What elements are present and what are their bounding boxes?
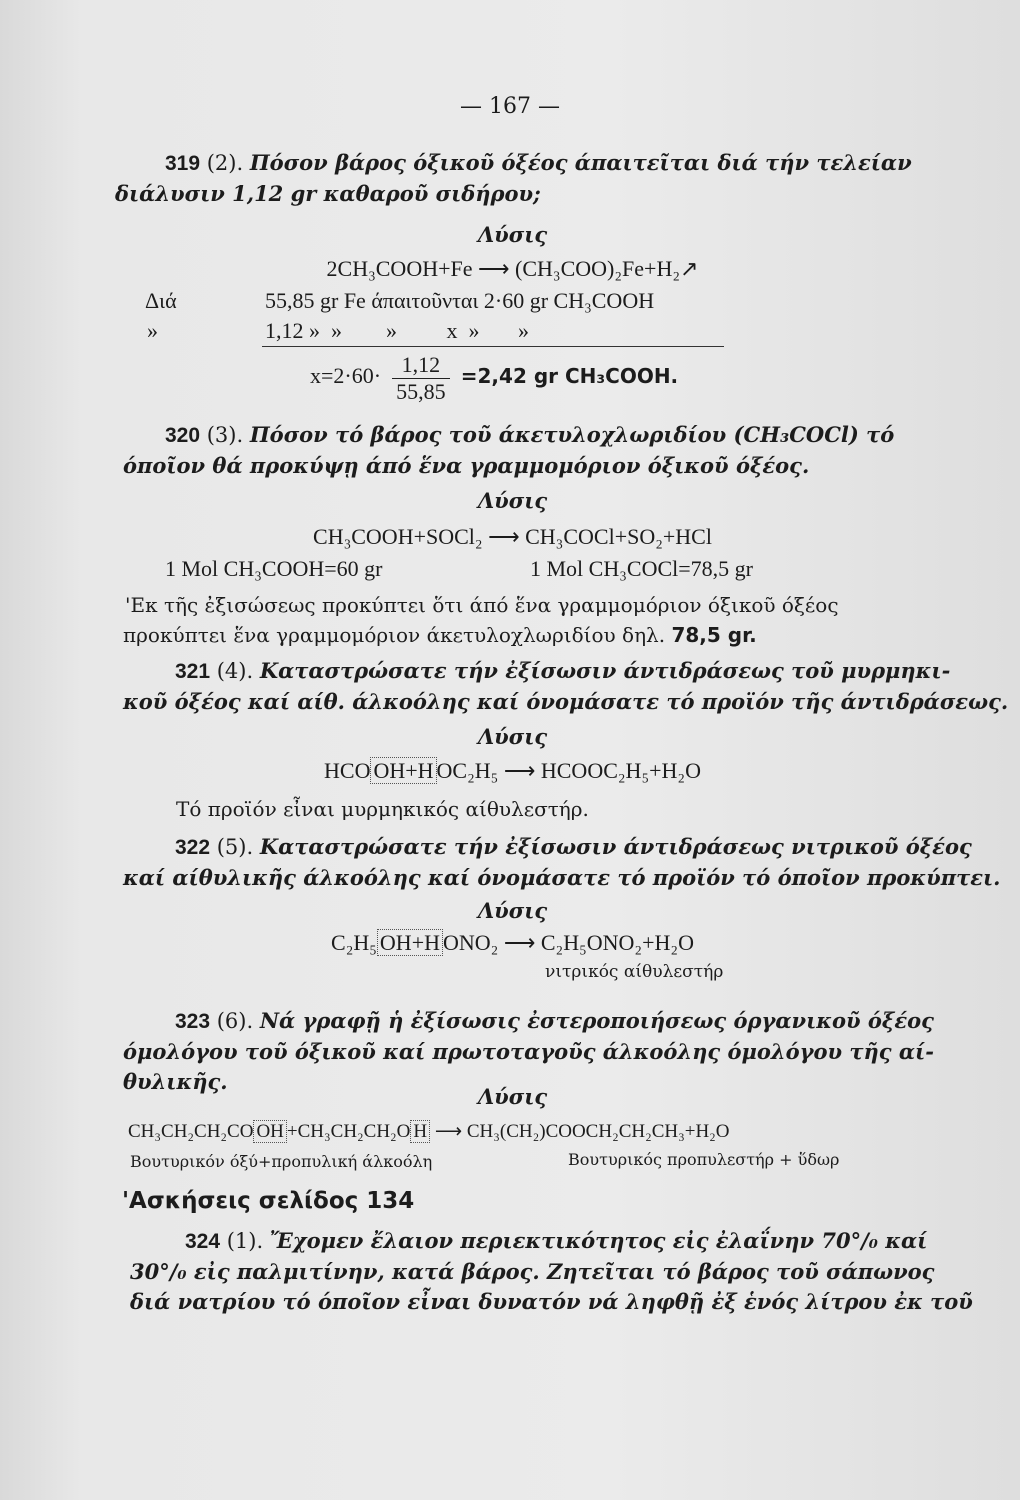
solution-heading: Λύσις [477, 222, 548, 247]
problem-question-line: διάλυσιν 1,12 gr καθαροῦ σιδήρου; [115, 181, 541, 206]
equation-part: ONO₂ ⟶ C₂H₅ONO₂+H₂O [443, 930, 694, 955]
elimination-box: H [410, 1120, 430, 1143]
problem-question-line: Καταστρώσατε τήν ἐξίσωσιν άντιδράσεως νιτρικοῦ όξέος [259, 834, 972, 859]
problem-number: 323 [175, 1010, 211, 1033]
solution-heading: Λύσις [477, 488, 548, 513]
chemical-equation [135, 930, 890, 956]
problem-number: 324 [185, 1230, 221, 1253]
problem-question-line: 30°/₀ εἰς παλμιτίνην, κατά βάρος. Ζητεῖται τό βάρος τοῦ σάπωνος [130, 1259, 935, 1284]
page-number: — 167 — [460, 94, 560, 119]
problem-ref: (5). [216, 835, 254, 859]
problem-ref: (4). [216, 659, 254, 683]
elimination-box: OH+H [377, 929, 443, 956]
problem-question-line: όμολόγου τοῦ όξικοῦ καί πρωτοταγοῦς άλκοόλης όμολόγου τῆς αί- [123, 1039, 934, 1064]
calc-result: =2,42 gr CH₃COOH. [460, 364, 679, 388]
problem-322 [123, 832, 1001, 893]
chemical-equation: 2CH₃COOH+Fe ⟶ (CH₃COO)₂Fe+H₂↗ [326, 256, 699, 281]
explanation-line: 'Εκ τῆς ἐξισώσεως προκύπτει ὅτι άπό ἕνα γραμμομόριον όξικοῦ όξέος [125, 593, 839, 617]
problem-question-line: Πόσον τό βάρος τοῦ άκετυλοχλωριδίου (CH₃COCl) τό [249, 422, 895, 447]
mol-right: 1 Mol CH₃COCl=78,5 gr [530, 556, 753, 581]
elimination-box: OH+H [370, 757, 436, 784]
reactants-label: Βουτυρικόν όξύ+προπυλική άλκοόλη [130, 1152, 433, 1171]
equation-part: +CH₃CH₂CH₂O [286, 1121, 411, 1142]
divider-rule [262, 346, 724, 347]
problem-ref: (2). [206, 151, 244, 175]
fraction-numerator: 1,12 [392, 352, 450, 379]
equation-part: C₂H₅ [331, 930, 377, 955]
explanation-line: προκύπτει ἕνα γραμμομόριον άκετυλοχλωριδίου δηλ. [123, 623, 666, 647]
problem-question-line: καί αίθυλικῆς άλκοόλης καί όνομάσατε τό προϊόν τό όποῖον προκύπτει. [123, 865, 1001, 890]
problem-number: 321 [175, 660, 211, 683]
problem-question-line: Ἔχομεν ἔλαιον περιεκτικότητος εἰς ἐλαΐνην 70°/₀ καί [269, 1228, 928, 1253]
problem-question-line: κοῦ όξέος καί αίθ. άλκοόλης καί όνομάσατε τό προϊόν τῆς άντιδράσεως. [123, 689, 1009, 714]
proportion-line: 1,12 » » » x » » [265, 318, 529, 343]
problem-324 [130, 1226, 973, 1317]
explanation-result: 78,5 gr. [671, 623, 757, 647]
problem-question-line: Νά γραφῇ ἡ ἐξίσωσις ἐστεροποιήσεως όργανικοῦ όξέος [259, 1008, 934, 1033]
problem-question-line: όποῖον θά προκύψῃ άπό ἕνα γραμμομόριον όξικοῦ όξέος. [123, 453, 810, 478]
proportion-line: 55,85 gr Fe άπαιτοῦνται 2·60 gr CH₃COOH [265, 288, 655, 313]
section-heading: 'Ασκήσεις σελίδος 134 [122, 1188, 415, 1214]
chemical-equation: CH₃COOH+SOCl₂ ⟶ CH₃COCl+SO₂+HCl [313, 524, 712, 549]
products-label: Βουτυρικός προπυλεστήρ + ὕδωρ [568, 1150, 840, 1169]
mol-left: 1 Mol CH₃COOH=60 gr [165, 556, 383, 581]
calculation [310, 352, 810, 405]
calc-left: x=2·60· [310, 363, 382, 388]
problem-question-line: διά νατρίου τό όποῖον εἶναι δυνατόν νά ληφθῇ ἐξ ἑνός λίτρου ἐκ τοῦ [130, 1289, 973, 1314]
dia-label: Διά [145, 288, 177, 313]
problem-ref: (1). [226, 1229, 264, 1253]
problem-question-line: θυλικῆς. [123, 1069, 228, 1094]
fraction [392, 352, 450, 405]
explanation [123, 590, 890, 650]
problem-ref: (3). [206, 423, 244, 447]
problem-321 [123, 656, 1009, 717]
problem-number: 319 [165, 152, 201, 175]
chemical-equation [128, 1120, 908, 1143]
product-statement: Τό προϊόν εἶναι μυρμηκικός αίθυλεστήρ. [176, 797, 589, 821]
equation-part: ⟶ CH₃(CH₂)COOCH₂CH₂CH₃+H₂O [434, 1121, 730, 1142]
problem-ref: (6). [216, 1009, 254, 1033]
solution-heading: Λύσις [477, 724, 548, 749]
problem-number: 322 [175, 836, 211, 859]
problem-question-line: Πόσον βάρος όξικοῦ όξέος άπαιτεῖται διά τήν τελείαν [249, 150, 912, 175]
fraction-denominator: 55,85 [396, 379, 446, 404]
chemical-equation [135, 758, 890, 784]
problem-number: 320 [165, 424, 201, 447]
equation-part: HCO [324, 758, 371, 783]
problem-319 [115, 148, 912, 209]
solution-heading: Λύσις [477, 898, 548, 923]
equation-part: CH₃CH₂CH₂CO [128, 1121, 254, 1142]
solution-heading: Λύσις [477, 1084, 548, 1109]
problem-320 [123, 420, 895, 481]
elimination-box: OH [253, 1120, 286, 1143]
equation-part: OC₂H₅ ⟶ HCOOC₂H₅+H₂O [436, 758, 701, 783]
problem-question-line: Καταστρώσατε τήν ἐξίσωσιν άντιδράσεως τοῦ μυρμηκι- [259, 658, 951, 683]
proportion-mark: » [147, 318, 158, 343]
product-label: νιτρικός αίθυλεστήρ [545, 962, 724, 982]
